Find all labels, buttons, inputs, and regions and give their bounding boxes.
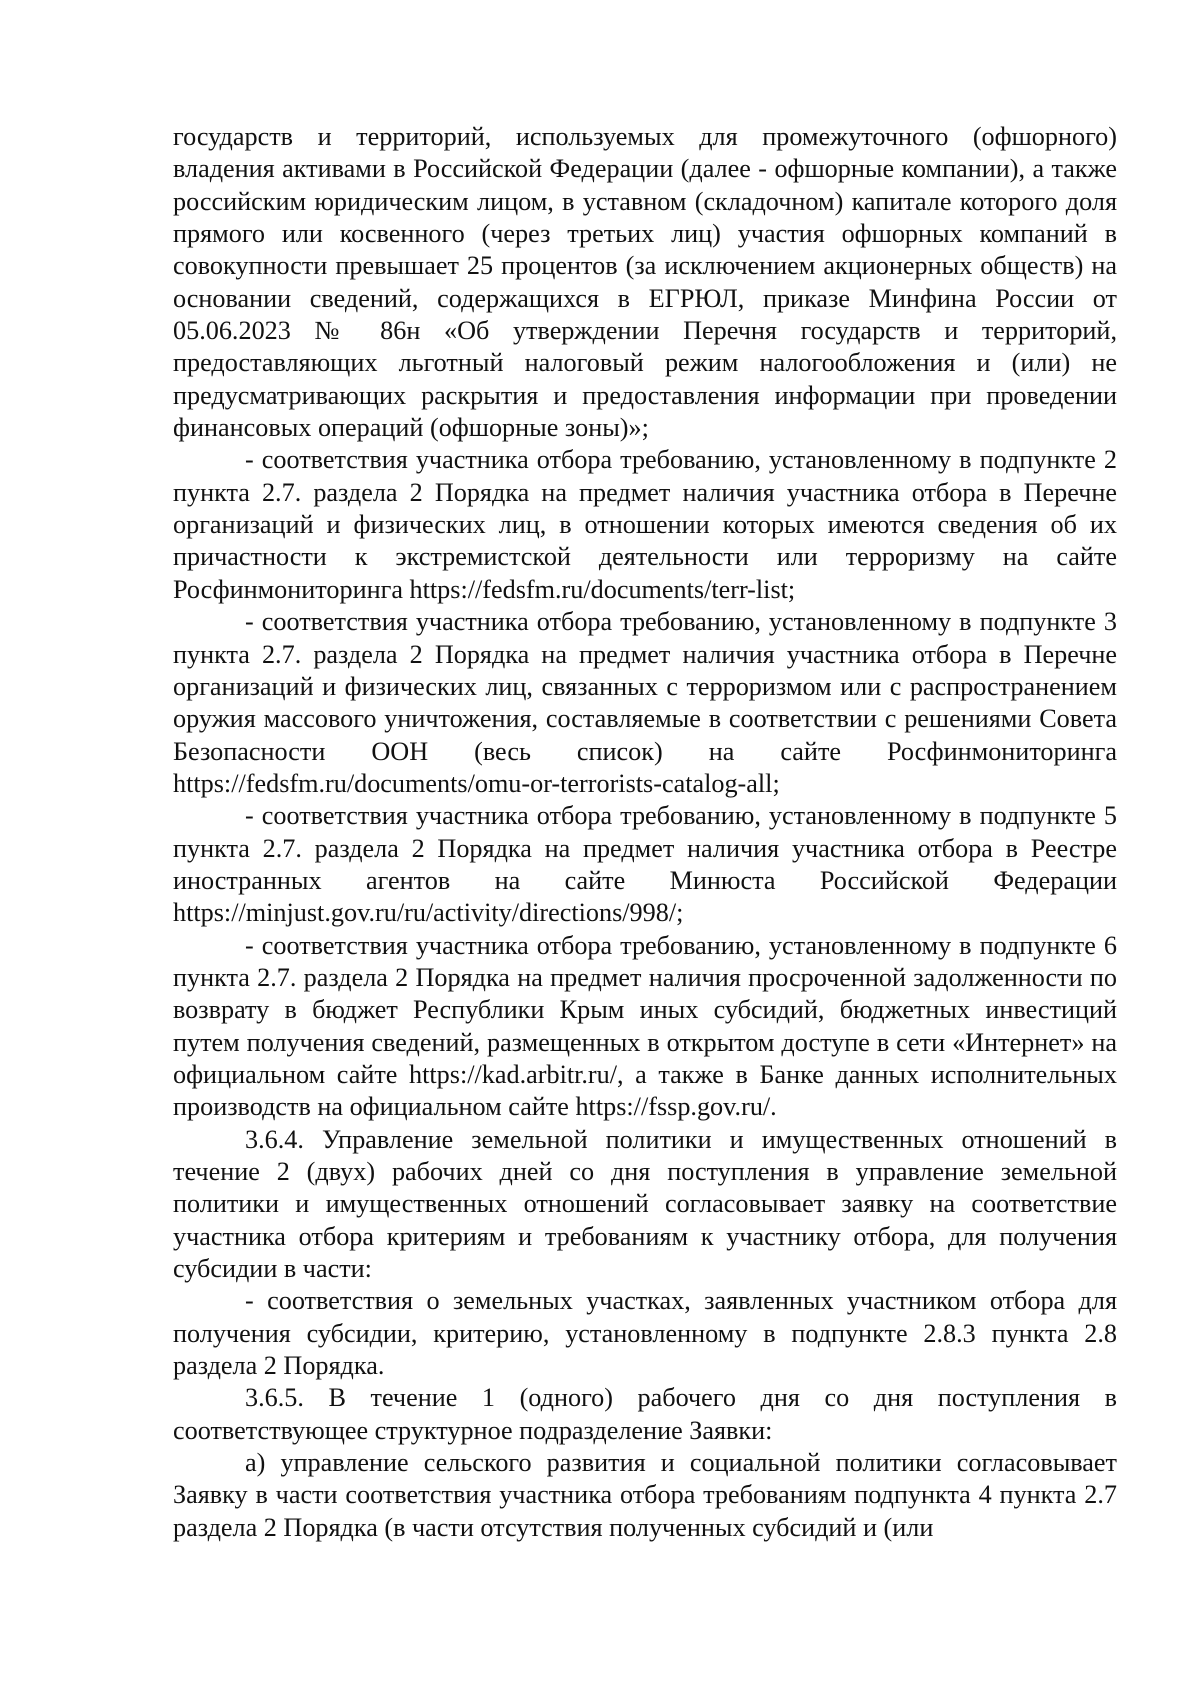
paragraph-debt-check: - соответствия участника отбора требованию, установленному в подпункте 6 пункта 2.7. раздела 2 Порядка на предмет наличия просроченной задолженности по возврату в бюджет Республики Крым иных субсидий, бюджетных инвестиций путем получения сведений, размещенных в открытом доступе в сети «Интернет» на официальном сайте https://kad.arbitr.ru/, а также в Банке данных исполнительных производств на официальном сайте https://fssp.gov.ru/. bbox=[173, 930, 1117, 1122]
paragraph-land-plots-check: - соответствия о земельных участках, заявленных участником отбора для получения субсидии, критерию, установленному в подпункте 2.8.3 пункта 2.8 раздела 2 Порядка. bbox=[173, 1286, 1117, 1381]
paragraph-terror-list-check: - соответствия участника отбора требованию, установленному в подпункте 2 пункта 2.7. раздела 2 Порядка на предмет наличия участника отбора в Перечне организаций и физических лиц, в отношении которых имеются сведения об их причастности к экстремистской деятельности или терроризму на сайте Росфинмониторинга https://fedsfm.ru/documents/terr-list; bbox=[173, 445, 1117, 604]
paragraph-offshore-continuation: государств и территорий, используемых для промежуточного (офшорного) владения активами в Российской Федерации (далее - офшорные компании), а также российским юридическим лицом, в уставном (складочном) капитале которого доля прямого или косвенного (через третьих лиц) участия офшорных компаний в совокупности превышает 25 процентов (за исключением акционерных обществ) на основании сведений, содержащихся в ЕГРЮЛ, приказе Минфина России от 05.06.2023 № 86н «Об утверждении Перечня государств и территорий, предоставляющих льготный налоговый режим налогообложения и (или) не предусматривающих раскрытия и предоставления информации при проведении финансовых операций (офшорные зоны)»; bbox=[173, 122, 1117, 443]
paragraph-section-3-6-4: 3.6.4. Управление земельной политики и имущественных отношений в течение 2 (двух) рабочих дней со дня поступления в управление земельной политики и имущественных отношений согласовывает заявку на соответствие участника отбора критериям и требованиям к участнику отбора, для получения субсидии в части: bbox=[173, 1124, 1117, 1284]
paragraph-un-security-council-check: - соответствия участника отбора требованию, установленному в подпункте 3 пункта 2.7. раздела 2 Порядка на предмет наличия участника отбора в Перечне организаций и физических лиц, связанных с терроризмом или с распространением оружия массового уничтожения, составляемые в соответствии с решениями Совета Безопасности ООН (весь список) на сайте Росфинмониторинга https://fedsfm.ru/documents/omu-or-terrorists-catalog-all; bbox=[173, 607, 1117, 798]
paragraph-section-3-6-5: 3.6.5. В течение 1 (одного) рабочего дня со дня поступления в соответствующее структурное подразделение Заявки: bbox=[173, 1383, 1117, 1445]
paragraph-foreign-agents-check: - соответствия участника отбора требованию, установленному в подпункте 5 пункта 2.7. раздела 2 Порядка на предмет наличия участника отбора в Реестре иностранных агентов на сайте Минюста Российской Федерации https://minjust.gov.ru/ru/activity/directions/998/; bbox=[173, 801, 1117, 928]
paragraph-item-a: а) управление сельского развития и социальной политики согласовывает Заявку в части соответствия участника отбора требованиям подпункта 4 пункта 2.7 раздела 2 Порядка (в части отсутствия полученных субсидий и (или bbox=[173, 1448, 1117, 1542]
document-body bbox=[173, 121, 1117, 1544]
